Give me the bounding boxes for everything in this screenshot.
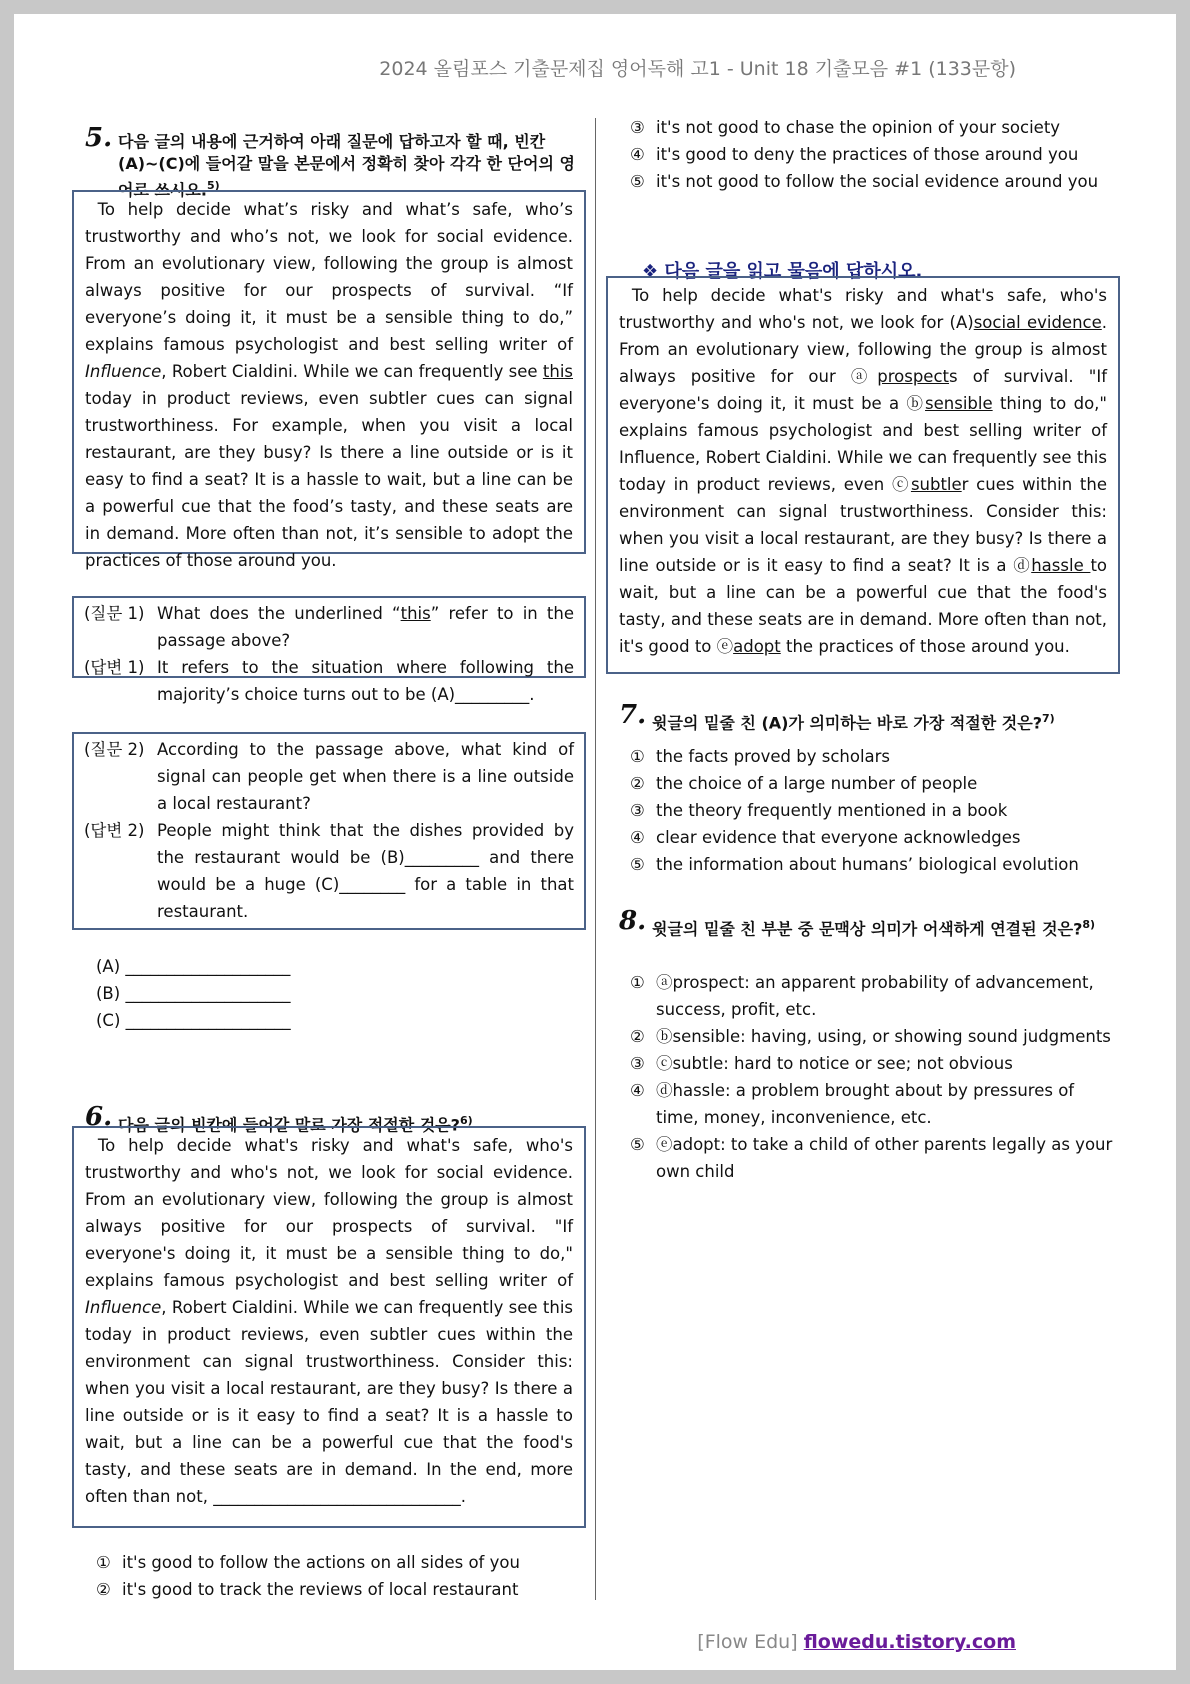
q6-options-right xyxy=(630,114,1130,195)
q8-option-2: ② ⓑsensible: having, using, or showing sound judgments xyxy=(630,1027,1111,1046)
q7-option-4: ④ clear evidence that everyone acknowledges xyxy=(630,828,1021,847)
blank-b: (B) ____________________ xyxy=(96,984,291,1003)
q5-qa1-box xyxy=(72,596,586,704)
book-title: Influence xyxy=(85,1298,162,1317)
underlined-social-evidence: social evidence xyxy=(973,313,1102,332)
q8-option-5: ⑤ ⓔadopt: to take a child of other parents legally as your own child xyxy=(630,1135,1113,1181)
underlined-prospect: prospect xyxy=(877,367,950,386)
question-1: (질문 1) What does the underlined “this” refer to in the passage above? xyxy=(84,604,574,650)
q6-option-5: ⑤ it's not good to follow the social evidence around you xyxy=(630,172,1099,191)
q7-title xyxy=(619,700,1124,734)
q8-option-4: ④ ⓓhassle: a problem brought about by pressures of time, money, inconvenience, etc. xyxy=(630,1081,1075,1127)
q5-answer-blanks xyxy=(96,953,291,1034)
question-2: (질문 2) According to the passage above, what kind of signal can people get when there is a line outside a local restaurant? xyxy=(84,740,574,813)
underlined-sensible: sensible xyxy=(925,394,993,413)
q6-option-2: ② it's good to track the reviews of local restaurant xyxy=(96,1580,519,1599)
footer-label: [Flow Edu] xyxy=(697,1631,798,1653)
underlined-subtle: subtle xyxy=(910,475,962,494)
q5-passage: To help decide what’s risky and what’s safe, who’s trustworthy and who’s not, we look for social evidence. From an evolutionary view, following the group is almost always positive for our prospects of survival. “If everyone’s doing it, it must be a sensible thing to do,” explains famous psychologist and best selling writer of Influence, Robert Cialdini. While we can frequently see this today in product reviews, even subtler cues can signal trustworthiness. For example, when you visit a local restaurant, are they busy? Is there a line outside or is it easy to find a seat? It is a hassle to wait, but a line can be a powerful cue that the food’s tasty, and these seats are in demand. More often than not, it’s sensible to adopt the practices of those around you. xyxy=(85,200,573,570)
q7-instruction: 윗글의 밑줄 친 (A)가 의미하는 바로 가장 적절한 것은? xyxy=(652,713,1042,733)
q8-option-1: ① ⓐprospect: an apparent probability of advancement, success, profit, etc. xyxy=(630,973,1094,1019)
blank-a: (A) ____________________ xyxy=(96,957,291,976)
page xyxy=(14,14,1176,1670)
page-header: 2024 올림포스 기출문제집 영어독해 고1 - Unit 18 기출모음 #1 (133문항) xyxy=(379,58,1016,80)
q7-number: 7. xyxy=(619,700,647,730)
q7-option-2: ② the choice of a large number of people xyxy=(630,774,978,793)
footer-link[interactable]: flowedu.tistory.com xyxy=(803,1631,1016,1653)
q6-passage: To help decide what's risky and what's safe, who's trustworthy and who's not, we look for social evidence. From an evolutionary view, following the group is almost always positive for our prospects of survival. "If everyone's doing it, it must be a sensible thing to do," explains famous psychologist and best selling writer of Influence, Robert Cialdini. While we can frequently see this today in product reviews, even subtler cues within the environment can signal trustworthiness. Consider this: when you visit a local restaurant, are they busy? Is there a line outside or is it easy to find a seat? It is a hassle to wait, but a line can be a powerful cue that the food's tasty, and these seats are in demand. In the end, more often than not, ______________________________. xyxy=(85,1136,573,1506)
page-footer xyxy=(697,1631,1016,1653)
q6-option-3: ③ it's not good to chase the opinion of your society xyxy=(630,118,1061,137)
q5-number: 5. xyxy=(85,123,113,153)
q7-option-1: ① the facts proved by scholars xyxy=(630,747,891,766)
q5-footnote: 5) xyxy=(206,179,220,192)
column-divider xyxy=(595,118,596,1600)
q7-option-5: ⑤ the information about humans’ biological evolution xyxy=(630,855,1079,874)
shared-passage: To help decide what's risky and what's safe, who's trustworthy and who's not, we look for (A)social evidence. From an evolutionary view, following the group is almost always positive for our ⓐprospects of survival. "If everyone's doing it, it must be a ⓑsensible thing to do," explains famous psychologist and best selling writer of Influence, Robert Cialdini. While we can frequently see this today in product reviews, even ⓒsubtler cues within the environment can signal trustworthiness. Consider this: when you visit a local restaurant, are they busy? Is there a line outside or is it easy to find a seat? It is a ⓓhassle to wait, but a line can be a powerful cue that the food's tasty, and these seats are in demand. More often than not, it's good to ⓔadopt the practices of those around you. xyxy=(619,286,1108,656)
shared-passage-box xyxy=(606,276,1120,674)
q8-option-3: ③ ⓒsubtle: hard to notice or see; not obvious xyxy=(630,1054,1013,1073)
direction-heading: ❖ 다음 글을 읽고 물음에 답하시오. xyxy=(642,261,923,282)
q8-instruction: 윗글의 밑줄 친 부분 중 문맥상 의미가 어색하게 연결된 것은? xyxy=(652,919,1083,939)
answer-1: (답변 1) It refers to the situation where following the majority’s choice turns out to be (A)_________. xyxy=(84,658,574,704)
q7-options xyxy=(630,743,1130,878)
q8-footnote: 8) xyxy=(1082,918,1096,931)
q6-option-4: ④ it's good to deny the practices of those around you xyxy=(630,145,1079,164)
underlined-hassle: hassle xyxy=(1031,556,1091,575)
q5-passage-box xyxy=(72,190,586,570)
answer-2: (답변 2) People might think that the dishes provided by the restaurant would be (B)_________ and there would be a huge (C)________ for a table in that restaurant. xyxy=(84,821,574,921)
q6-footnote: 6) xyxy=(459,1114,473,1127)
q8-number: 8. xyxy=(619,906,647,936)
q6-options-left xyxy=(96,1549,586,1603)
q6-option-1: ① it's good to follow the actions on all sides of you xyxy=(96,1553,520,1572)
book-title: Influence xyxy=(85,362,162,381)
q8-title xyxy=(619,906,1124,940)
blank-c: (C) ____________________ xyxy=(96,1011,291,1030)
q6-instruction: 다음 글의 빈칸에 들어갈 말로 가장 적절한 것은? xyxy=(118,1115,460,1135)
underlined-adopt: adopt xyxy=(733,637,781,656)
q8-options xyxy=(630,969,1116,1185)
q7-option-3: ③ the theory frequently mentioned in a book xyxy=(630,801,1008,820)
q5-qa2-box xyxy=(72,732,586,930)
q6-passage-box xyxy=(72,1126,586,1528)
q5-instruction: 다음 글의 내용에 근거하여 아래 질문에 답하고자 할 때, 빈칸 (A)~(C)에 들어갈 말을 본문에서 정확히 찾아 각각 한 단어의 영어로 쓰시오. xyxy=(118,132,575,200)
q6-number: 6. xyxy=(85,1102,113,1132)
q7-footnote: 7) xyxy=(1041,712,1055,725)
underlined-this: this xyxy=(542,362,573,381)
